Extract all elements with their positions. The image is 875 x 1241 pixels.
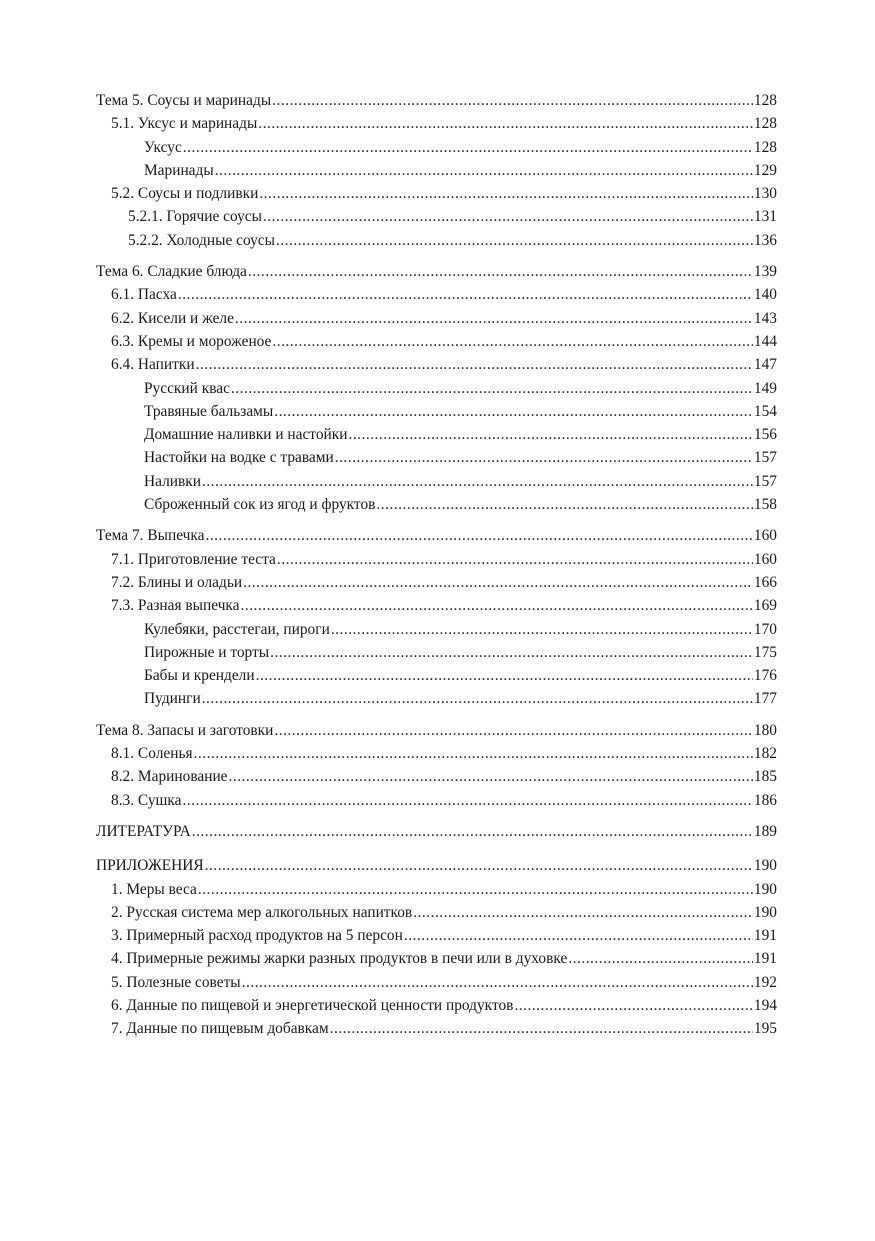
toc-entry-title: Маринады — [144, 161, 214, 179]
toc-entry-page-number: 169 — [753, 597, 777, 615]
toc-entry — [96, 1017, 777, 1040]
toc-entry — [96, 994, 777, 1017]
dot-leader — [404, 924, 753, 947]
toc-entry-title: 8.3. Сушка — [111, 791, 182, 809]
toc-entry — [96, 618, 777, 641]
toc-entry — [96, 229, 777, 252]
toc-entry-page-number: 149 — [753, 379, 777, 397]
toc-entry-title: Настойки на водке с травами — [144, 449, 334, 467]
toc-entry-page-number: 144 — [753, 332, 777, 350]
dot-leader — [258, 112, 753, 135]
dot-leader — [331, 618, 753, 641]
toc-entry-page-number: 157 — [753, 472, 777, 490]
toc-entry-page-number: 190 — [753, 903, 777, 921]
dot-leader — [182, 789, 752, 812]
toc-entry — [96, 820, 777, 843]
toc-entry — [96, 687, 777, 710]
dot-leader — [243, 571, 753, 594]
toc-entry — [96, 878, 777, 901]
toc-entry-page-number: 186 — [753, 791, 777, 809]
toc-entry-page-number: 177 — [753, 690, 777, 708]
toc-entry — [96, 446, 777, 469]
toc-entry-title: Сброженный сок из ягод и фруктов — [144, 496, 376, 514]
dot-leader — [335, 446, 753, 469]
toc-entry-page-number: 160 — [753, 527, 777, 545]
toc-entry-page-number: 136 — [753, 231, 777, 249]
dot-leader — [272, 89, 753, 112]
toc-entry-title: 5.2.1. Горячие соусы — [128, 208, 262, 226]
toc-entry-page-number: 129 — [753, 161, 777, 179]
toc-entry — [96, 765, 777, 788]
toc-entry-title: 8.1. Соленья — [111, 745, 193, 763]
toc-entry-title: Домашние наливки и настойки — [144, 426, 348, 444]
toc-entry — [96, 307, 777, 330]
dot-leader — [376, 493, 752, 516]
toc-entry — [96, 664, 777, 687]
toc-entry — [96, 901, 777, 924]
toc-entry-title: 2. Русская система мер алкогольных напитков — [111, 903, 413, 921]
dot-leader — [241, 594, 753, 617]
toc-section — [96, 89, 777, 252]
toc-entry — [96, 136, 777, 159]
toc-entry-title: 7.2. Блины и оладьи — [111, 573, 243, 591]
toc-entry-title: Тема 8. Запасы и заготовки — [96, 721, 274, 739]
dot-leader — [196, 353, 753, 376]
dot-leader — [256, 664, 753, 687]
dot-leader — [183, 136, 753, 159]
toc-entry-page-number: 130 — [753, 185, 777, 203]
toc-entry-title: 7.3. Разная выпечка — [111, 597, 240, 615]
dot-leader — [568, 947, 753, 970]
dot-leader — [231, 377, 753, 400]
toc-entry-page-number: 158 — [753, 496, 777, 514]
toc-entry-page-number: 147 — [753, 356, 777, 374]
toc-entry-page-number: 190 — [753, 880, 777, 898]
toc-entry-title: Тема 7. Выпечка — [96, 527, 205, 545]
toc-section — [96, 854, 777, 1040]
toc-entry-page-number: 180 — [753, 721, 777, 739]
toc-entry — [96, 283, 777, 306]
toc-entry — [96, 159, 777, 182]
dot-leader — [205, 524, 752, 547]
toc-entry — [96, 260, 777, 283]
dot-leader — [192, 820, 753, 843]
toc-entry-title: 6.3. Кремы и мороженое — [111, 332, 272, 350]
toc-entry-title: ЛИТЕРАТУРА — [96, 822, 191, 840]
toc-entry-page-number: 157 — [753, 449, 777, 467]
toc-section — [96, 260, 777, 516]
toc-entry-title: 5.1. Уксус и маринады — [111, 115, 258, 133]
toc-entry — [96, 571, 777, 594]
toc-entry-title: 5.2. Соусы и подливки — [111, 185, 259, 203]
toc-entry-title: 7. Данные по пищевым добавкам — [111, 1020, 329, 1038]
dot-leader — [348, 423, 752, 446]
toc-entry — [96, 377, 777, 400]
toc-entry-page-number: 128 — [753, 138, 777, 156]
toc-entry-page-number: 128 — [753, 115, 777, 133]
dot-leader — [248, 260, 753, 283]
toc-entry — [96, 470, 777, 493]
toc-entry-page-number: 160 — [753, 550, 777, 568]
dot-leader — [274, 719, 753, 742]
toc-entry-page-number: 139 — [753, 263, 777, 281]
toc-section — [96, 719, 777, 812]
toc-entry-page-number: 175 — [753, 643, 777, 661]
toc-entry-page-number: 182 — [753, 745, 777, 763]
toc-entry-page-number: 140 — [753, 286, 777, 304]
table-of-contents — [96, 89, 777, 1041]
toc-entry — [96, 330, 777, 353]
dot-leader — [263, 205, 753, 228]
toc-entry-title: Бабы и крендели — [144, 667, 255, 685]
toc-entry-title: 7.1. Приготовление теста — [111, 550, 276, 568]
toc-entry-page-number: 154 — [753, 402, 777, 420]
toc-entry-page-number: 192 — [753, 973, 777, 991]
toc-entry-page-number: 131 — [753, 208, 777, 226]
toc-section — [96, 524, 777, 710]
toc-entry — [96, 971, 777, 994]
toc-entry-page-number: 190 — [753, 857, 777, 875]
toc-entry-title: Тема 6. Сладкие блюда — [96, 263, 247, 281]
toc-entry-page-number: 194 — [753, 996, 777, 1014]
toc-entry-title: 1. Меры веса — [111, 880, 197, 898]
toc-entry-title: 4. Примерные режимы жарки разных продуктов в печи или в духовке — [111, 950, 568, 968]
toc-entry — [96, 400, 777, 423]
dot-leader — [259, 182, 753, 205]
dot-leader — [330, 1017, 753, 1040]
toc-entry-title: 6.1. Пасха — [111, 286, 177, 304]
toc-entry-title: 6. Данные по пищевой и энергетической ценности продуктов — [111, 996, 514, 1014]
toc-entry-title: Русский квас — [144, 379, 230, 397]
toc-entry-title: Пирожные и торты — [144, 643, 270, 661]
toc-entry — [96, 353, 777, 376]
dot-leader — [413, 901, 753, 924]
toc-entry-page-number: 191 — [753, 950, 777, 968]
toc-entry-title: Кулебяки, расстегаи, пироги — [144, 620, 330, 638]
toc-entry-title: 6.4. Напитки — [111, 356, 195, 374]
dot-leader — [276, 229, 753, 252]
toc-entry-page-number: 156 — [753, 426, 777, 444]
toc-entry — [96, 524, 777, 547]
dot-leader — [198, 878, 753, 901]
toc-entry-page-number: 170 — [753, 620, 777, 638]
dot-leader — [235, 307, 753, 330]
toc-entry-title: 5.2.2. Холодные соусы — [128, 231, 275, 249]
toc-entry-title: Наливки — [144, 472, 201, 490]
toc-entry — [96, 548, 777, 571]
toc-entry-page-number: 195 — [753, 1020, 777, 1038]
toc-entry — [96, 924, 777, 947]
toc-entry — [96, 205, 777, 228]
toc-entry-title: Уксус — [144, 138, 182, 156]
toc-entry — [96, 112, 777, 135]
toc-entry — [96, 947, 777, 970]
dot-leader — [270, 641, 753, 664]
toc-entry — [96, 89, 777, 112]
toc-entry — [96, 182, 777, 205]
toc-entry — [96, 423, 777, 446]
toc-entry-page-number: 128 — [753, 92, 777, 109]
toc-entry-page-number: 176 — [753, 667, 777, 685]
toc-section — [96, 820, 777, 843]
toc-entry-title: ПРИЛОЖЕНИЯ — [96, 857, 204, 875]
toc-entry-title: Пудинги — [144, 690, 201, 708]
toc-entry — [96, 854, 777, 877]
toc-entry-title: 8.2. Маринование — [111, 768, 228, 786]
toc-entry — [96, 789, 777, 812]
toc-entry-page-number: 166 — [753, 573, 777, 591]
dot-leader — [242, 971, 753, 994]
toc-entry-page-number: 189 — [753, 822, 777, 840]
dot-leader — [272, 330, 753, 353]
toc-entry — [96, 641, 777, 664]
dot-leader — [274, 400, 753, 423]
toc-entry — [96, 742, 777, 765]
dot-leader — [205, 854, 753, 877]
dot-leader — [202, 470, 753, 493]
toc-entry-page-number: 185 — [753, 768, 777, 786]
dot-leader — [229, 765, 753, 788]
toc-entry — [96, 719, 777, 742]
dot-leader — [202, 687, 753, 710]
dot-leader — [277, 548, 753, 571]
toc-entry-title: 5. Полезные советы — [111, 973, 241, 991]
toc-entry — [96, 493, 777, 516]
dot-leader — [178, 283, 753, 306]
toc-entry-page-number: 143 — [753, 309, 777, 327]
toc-entry-title: 6.2. Кисели и желе — [111, 309, 234, 327]
dot-leader — [194, 742, 753, 765]
toc-entry-title: 3. Примерный расход продуктов на 5 персон — [111, 927, 403, 945]
toc-entry-page-number: 191 — [753, 927, 777, 945]
toc-entry-title: Тема 5. Соусы и маринады — [96, 92, 272, 109]
dot-leader — [514, 994, 752, 1017]
toc-entry — [96, 594, 777, 617]
dot-leader — [215, 159, 753, 182]
toc-entry-title: Травяные бальзамы — [144, 402, 274, 420]
